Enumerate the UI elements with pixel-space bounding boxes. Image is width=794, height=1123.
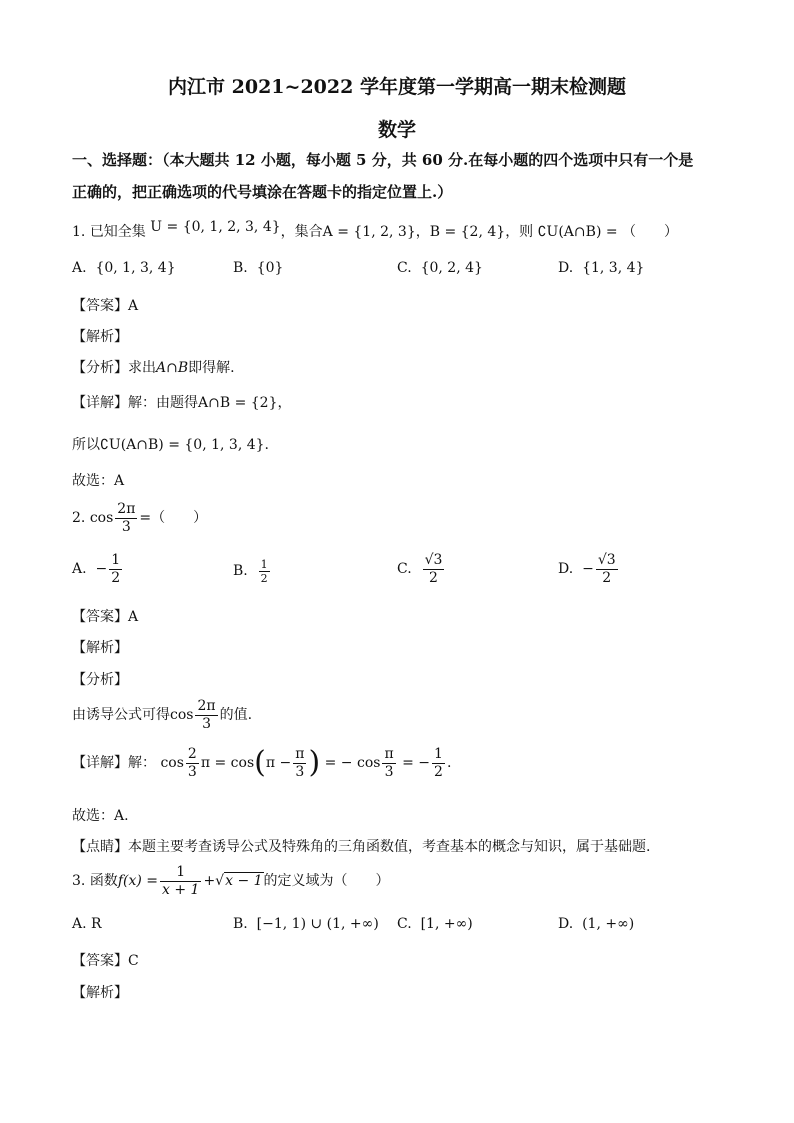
q3-option-c: C. [1, +∞): [397, 916, 473, 932]
q3-option-b: B. [−1, 1) ∪ (1, +∞): [233, 916, 379, 932]
q1-answer: 【答案】A: [72, 298, 139, 314]
q2-answer: 【答案】A: [72, 609, 139, 625]
q2-option-d: D. − $\frac{√3}{2}$: [558, 551, 616, 586]
q3-option-d: D. (1, +∞): [558, 916, 635, 932]
q2-option-b: B. $\frac{1}{2}$: [233, 557, 268, 585]
question-2: 2. cos $\frac{2\pi}{3}$ =（ ）: [72, 500, 208, 535]
q2-analysis-heading: 【解析】: [72, 640, 128, 656]
q1-choose: 故选：A: [72, 473, 125, 489]
q2-dianjing: 【点睛】本题主要考查诱导公式及特殊角的三角函数值，考查基本的概念与知识，属于基础题.: [72, 839, 651, 855]
question-1: [72, 219, 734, 242]
q1-detail: 【详解】解：由题得A∩B = {2}，: [72, 395, 292, 411]
q1-option-a: A. {0, 1, 3, 4}: [72, 260, 176, 276]
q2-option-a: A. − $\frac{1}{2}$: [72, 551, 121, 586]
question-text: 已知全集: [89, 224, 146, 240]
set-a: A = {1, 2, 3}: [322, 224, 416, 240]
q3-analysis-heading: 【解析】: [72, 985, 128, 1001]
set-u: U = {0, 1, 2, 3, 4}: [150, 219, 281, 235]
q2-fenxi: 由诱导公式可得cos $\frac{2\pi}{3}$ 的值.: [72, 697, 253, 732]
q3-option-a: A. R: [72, 916, 102, 932]
q2-detail: 【详解】解： cos $\frac{2}{3}$ π = cos(π − $\frac{\pi}{3}$ ) = − cos $\frac{\pi}{3}$ = − $\frac{1}{2}$ .: [72, 745, 452, 780]
q3-answer: 【答案】C: [72, 953, 139, 969]
question-text: ，集合: [280, 224, 323, 240]
q1-analysis-heading: 【解析】: [72, 329, 128, 345]
section-instructions-line2: 正确的，把正确选项的代号填涂在答题卡的指定位置上.）: [72, 183, 453, 201]
q1-conclusion: 所以∁U(A∩B) = {0, 1, 3, 4}.: [72, 437, 269, 453]
exam-title: 内江市 2021~2022 学年度第一学期高一期末检测题: [168, 76, 626, 98]
q2-option-c: C. $\frac{√3}{2}$: [397, 551, 443, 586]
q2-choose: 故选：A.: [72, 808, 129, 824]
fraction: $\frac{2\pi}{3}$: [117, 500, 136, 535]
question-text: ，则: [505, 224, 534, 240]
q1-fenxi: 【分析】求出A∩B即得解.: [72, 360, 235, 376]
q1-option-c: C. {0, 2, 4}: [397, 260, 483, 276]
q1-option-d: D. {1, 3, 4}: [558, 260, 645, 276]
answer-paren: （ ）: [622, 224, 679, 240]
q1-option-b: B. {0}: [233, 260, 284, 276]
set-b: B = {2, 4}: [429, 224, 506, 240]
complement-expression: ∁U(A∩B) =: [537, 224, 618, 240]
question-3: 3. 函数f(x) = $\frac{1}{x + 1}$ +√x − 1的定义域为（ ）: [72, 863, 390, 898]
subject-title: 数学: [377, 119, 416, 141]
question-number: 1.: [72, 224, 86, 240]
q2-fenxi-label: 【分析】: [72, 672, 128, 688]
question-text: ，: [415, 224, 430, 240]
section-instructions-line1: 一、选择题：（本大题共 12 小题，每小题 5 分，共 60 分.在每小题的四个选项中只有一个是: [72, 151, 694, 169]
